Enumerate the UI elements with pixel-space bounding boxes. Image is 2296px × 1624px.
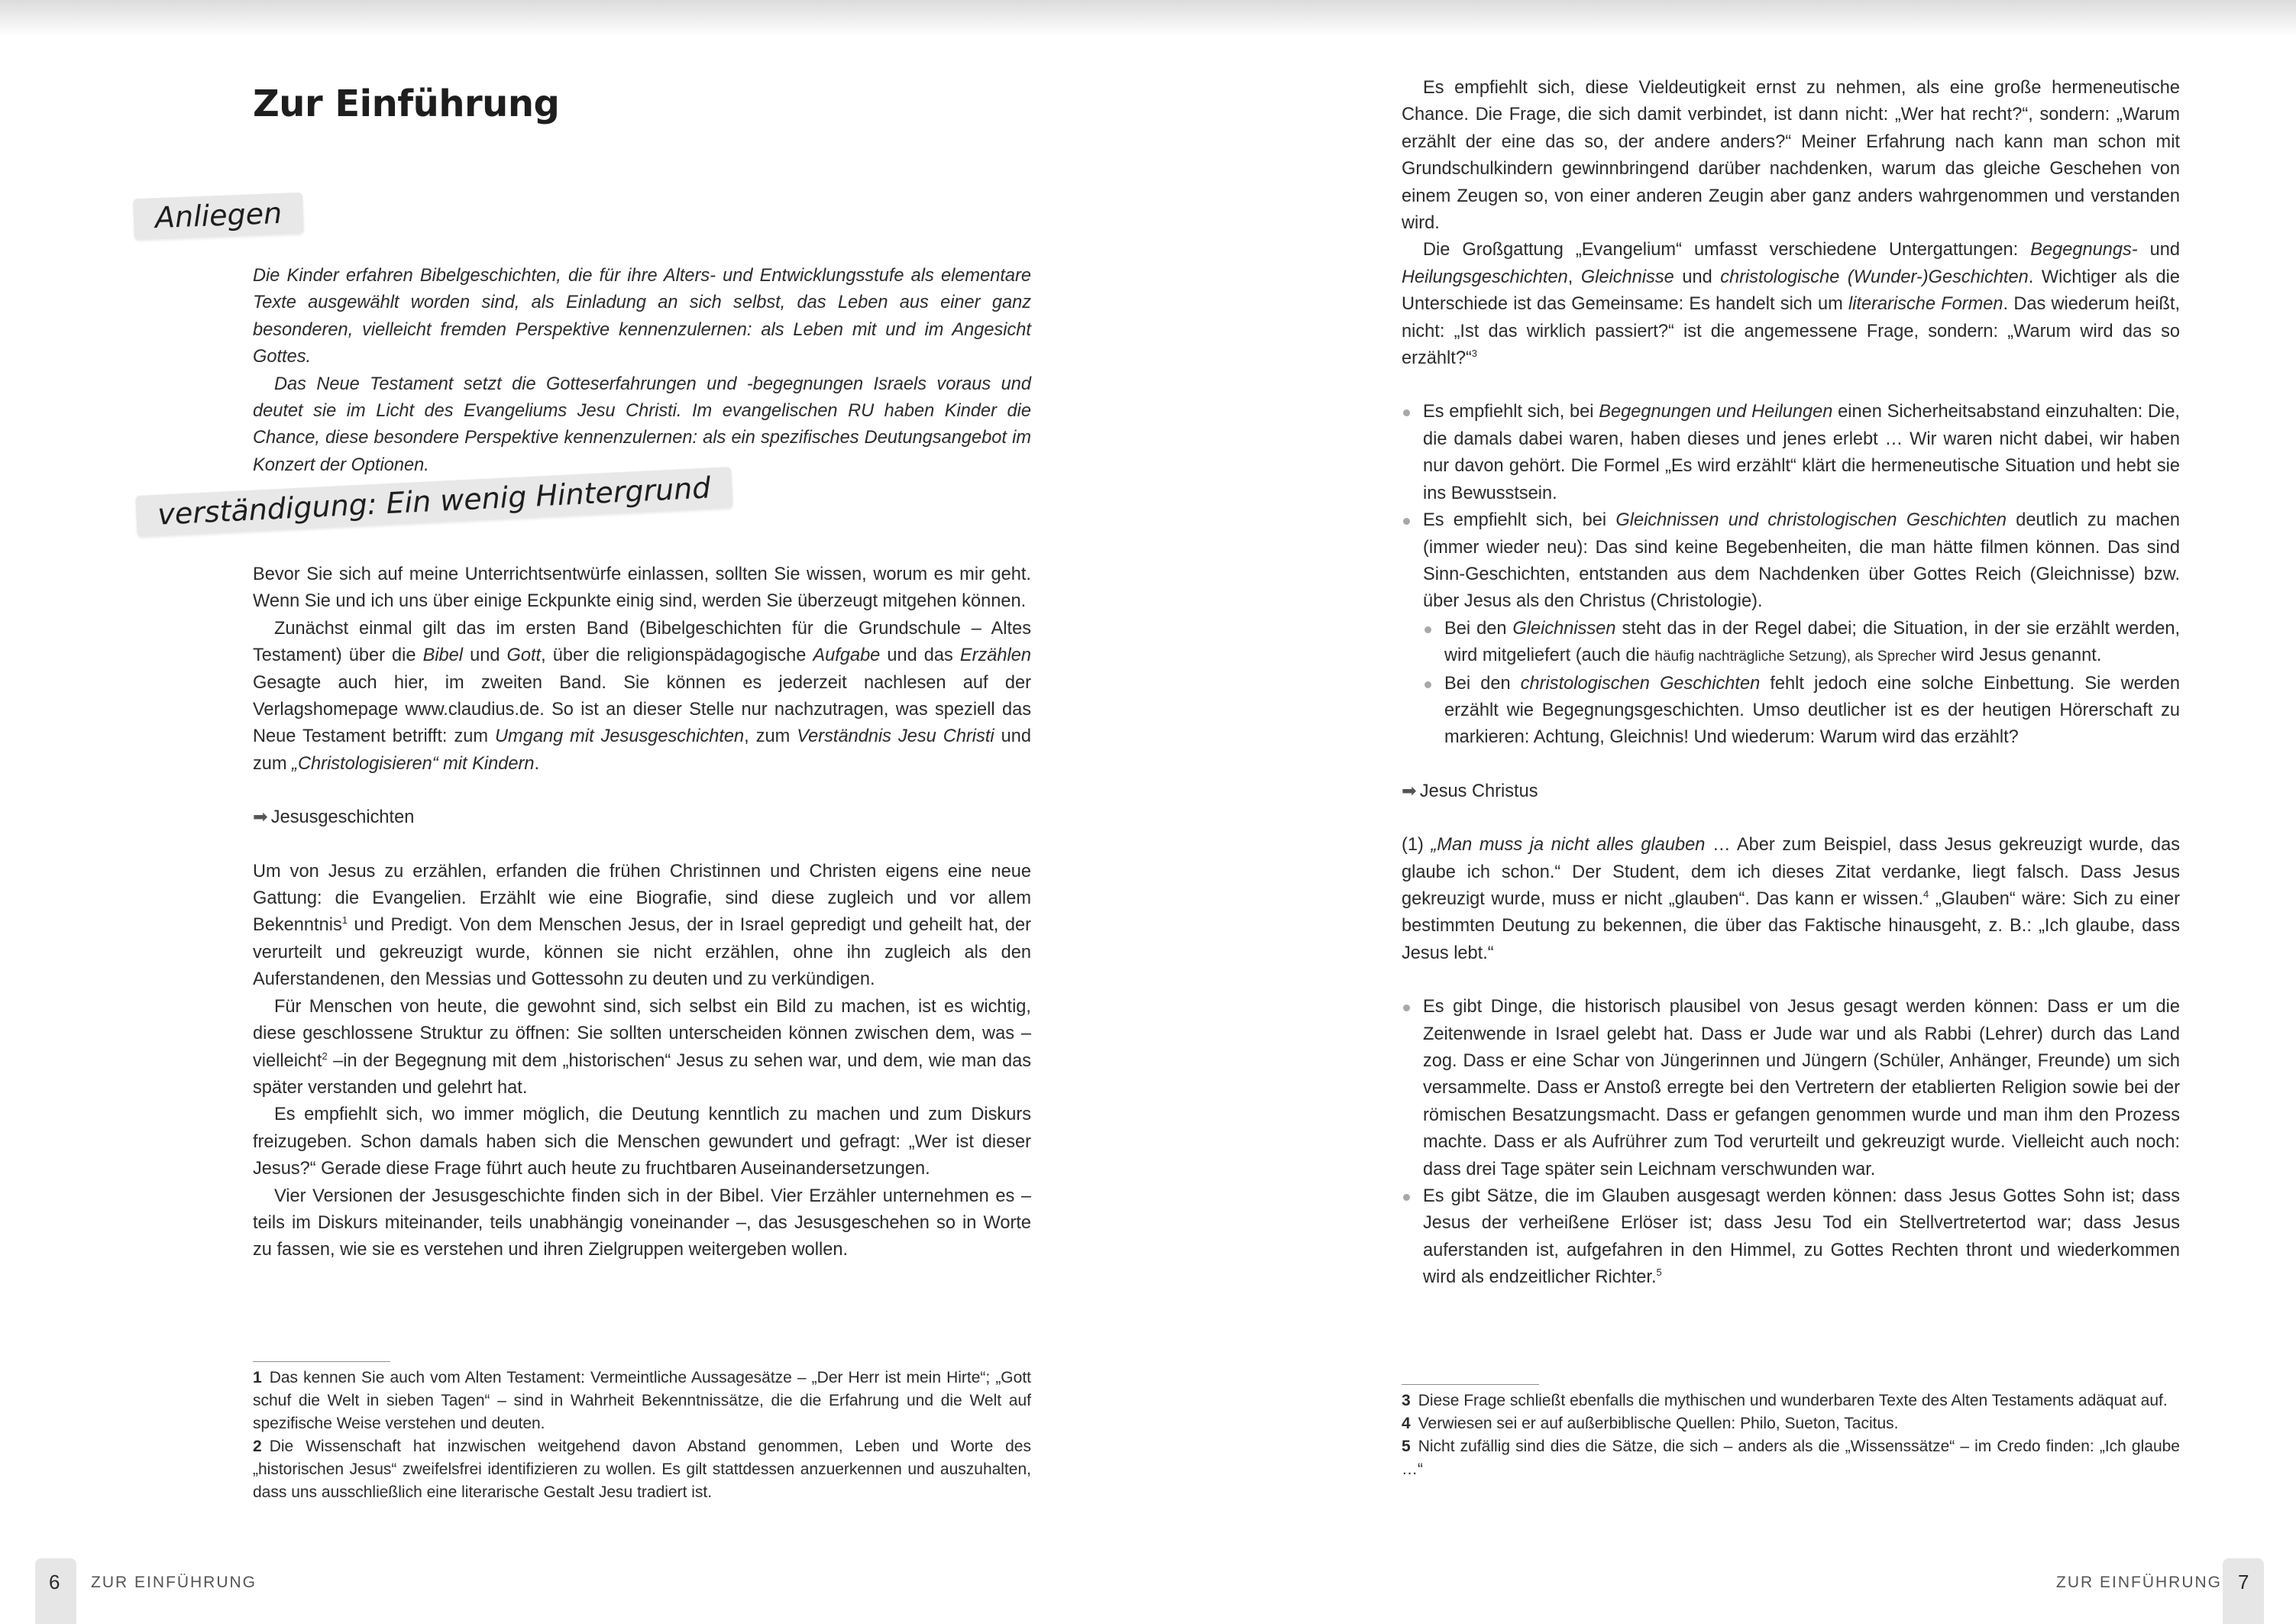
hermeneutic-bullet-list	[1402, 399, 2180, 751]
footnote-4: 4 Verwiesen sei er auf außerbiblische Quellen: Philo, Sueton, Tacitus.	[1402, 1415, 1899, 1432]
running-footer-left: ZUR EINFÜHRUNG	[91, 1574, 257, 1591]
footnote-rule-right	[1402, 1384, 1539, 1385]
list-item: Es empfiehlt sich, bei Gleichnissen und christologischen Geschichten deutlich zu machen (immer wieder neu): Das sind keine Begebenheiten, die man hätte filmen können. Das sind Sinn-Geschichten, entstanden aus dem Nachdenken über Gottes Reich (Gleichnisse) bzw. über Jesus als den Christus (Christologie). Bei den Gleichnissen steht das in der Regel dabei; die Situation, in der sie erzählt werden, wird mitgeliefert (auch die häufig nachträgliche Setzung), als Sprecher wird Jesus genannt. Bei den christologischen Geschichten fehlt jedoch eine solche Einbettung. Sie werden erzählt wie Begegnungsgeschichten. Umso deutlicher ist es der heutigen Hörerschaft zu markieren: Achtung, Gleichnis! Und wiederum: Warum wird das erzählt?	[1402, 507, 2180, 752]
right-paragraph-2: Die Großgattung „Evangelium“ umfasst verschiedene Untergattungen: Begegnungs- und Heilungsgeschichten, Gleichnisse und christologische (Wunder-)Geschichten. Wichtiger als die Unterschiede ist das Gemeinsame: Es handelt sich um literarische Formen. Das wiederum heißt, nicht: „Ist das wirklich passiert?“ ist die angemessene Frage, sondern: „Warum wird das so erzählt?“$^3$	[1402, 240, 2181, 369]
footnote-5: 5 Nicht zufällig sind dies die Sätze, die sich – anders als die „Wissenssätze“ – im Credo finden: „Ich glaube …“	[1402, 1438, 2180, 1478]
body-paragraph-1: Bevor Sie sich auf meine Unterrichtsentwürfe einlassen, sollten Sie wissen, worum es mir geht. Wenn Sie und ich uns über einige Eckpunkte einig sind, werden Sie überzeugt mitgehen können.	[253, 565, 1031, 612]
section-label-verstaendigung: verständigung: Ein wenig Hintergrund	[135, 467, 732, 537]
jesusgeschichten-paragraph-2: Für Menschen von heute, die gewohnt sind, sich selbst ein Bild zu machen, ist es wichtig, diese geschlossene Struktur zu öffnen: Sie sollten unterscheiden können zwischen dem, was – vielleicht$^2$ –in der Begegnung mit dem „historischen“ Jesus zu sehen war, und dem, wie man das später verstanden und gelehrt hat.	[253, 996, 1031, 1098]
right-body-block	[1402, 75, 2180, 1292]
page-number-left: 6	[49, 1571, 60, 1593]
footnote-2: 2 Die Wissenschaft hat inzwischen weitgehend davon Abstand genommen, Leben und Worte des „historischen Jesus“ zweifelsfrei identifizieren zu wollen. Es gilt stattdessen anzuerkennen und auszuhalten, dass uns ausschließlich eine literarische Gestalt Jesu tradiert ist.	[253, 1438, 1031, 1501]
intro-paragraph-1: Die Kinder erfahren Bibelgeschichten, die für ihre Alters- und Entwicklungsstufe als elementare Texte ausgewählt worden sind, als Einladung an sich selbst, das Leben aus einer ganz besonderen, vielleicht fremden Perspektive kennenzulernen: als Leben mit und im Angesicht Gottes.	[253, 266, 1031, 367]
footnotes-right	[1402, 1389, 2180, 1481]
page-title: Zur Einführung	[253, 82, 560, 125]
footnote-1: 1 Das kennen Sie auch vom Alten Testament: Vermeintliche Aussagesätze – „Der Herr ist mein Hirte“; „Gott schuf die Welt in sieben Tagen“ – sind in Wahrheit Bekenntnissätze, die die Erfahrung und die Welt auf spezifische Weise verstehen und deuten.	[253, 1369, 1031, 1432]
jesus-bullet-list	[1402, 994, 2180, 1291]
jesusgeschichten-paragraph-4: Vier Versionen der Jesusgeschichte finden sich in der Bibel. Vier Erzähler unternehmen es – teils im Diskurs miteinander, teils unabhängig voneinander –, das Jesusgeschehen so in Worte zu fassen, wie sie es verstehen und ihren Zielgruppen weitergeben wollen.	[253, 1186, 1031, 1260]
page-top-shadow	[0, 0, 2296, 37]
heading-jesusgeschichten: ➡ Jesusgeschichten	[253, 807, 415, 828]
body-paragraph-2: Zunächst einmal gilt das im ersten Band (Bibelgeschichten für die Grundschule – Altes Testament) über die Bibel und Gott, über die religionspädagogische Aufgabe und das Erzählen Gesagte auch hier, im zweiten Band. Sie können es jederzeit nachlesen auf der Verlagshomepage www.claudius.de. So ist an dieser Stelle nur nachzutragen, was speziell das Neue Testament betrifft: zum Umgang mit Jesusgeschichten, zum Verständnis Jesu Christi und zum „Christologisieren“ mit Kindern.	[253, 618, 1032, 774]
footnotes-left	[253, 1367, 1031, 1504]
heading-jesus-christus: ➡ Jesus Christus	[1402, 781, 1538, 801]
footnote-3: 3 Diese Frage schließt ebenfalls die mythischen und wunderbaren Texte des Alten Testaments adäquat auf.	[1402, 1392, 2168, 1409]
left-body-block	[253, 561, 1031, 1264]
running-footer-right: ZUR EINFÜHRUNG	[2056, 1574, 2222, 1591]
left-intro-block	[253, 263, 1031, 479]
sub-bullet-list	[1423, 616, 2180, 752]
list-item: Es gibt Sätze, die im Glauben ausgesagt werden können: dass Jesus Gottes Sohn ist; dass Jesus der verheißene Erlöser ist; dass Jesu Tod ein Stellvertretertod war; dass Jesus auferstanden ist, aufgefahren in den Himmel, zu Gottes Rechten thront und wiederkommen wird als endzeitlicher Richter.$^5$	[1402, 1183, 2180, 1292]
jesusgeschichten-paragraph-1: Um von Jesus zu erzählen, erfanden die frühen Christinnen und Christen eigens eine neue Gattung: die Evangelien. Erzählt wie eine Biografie, sind diese zugleich und vor allem Bekenntnis$^1$ und Predigt. Von dem Menschen Jesus, der in Israel gepredigt und geheilt hat, der verurteilt und gekreuzigt wurde, können sie nicht erzählen, ohne ihn zugleich als den Auferstandenen, den Messias und Gottessohn zu deuten und zu verkündigen.	[253, 861, 1031, 990]
jesusgeschichten-paragraph-3: Es empfiehlt sich, wo immer möglich, die Deutung kenntlich zu machen und zum Diskurs freizugeben. Schon damals haben sich die Menschen gewundert und gefragt: „Wer ist dieser Jesus?“ Gerade diese Frage führt auch heute zu fruchtbaren Auseinandersetzungen.	[253, 1105, 1031, 1179]
section-label-anliegen: Anliegen	[133, 192, 304, 240]
list-item: Es empfiehlt sich, bei Begegnungen und Heilungen einen Sicherheitsabstand einzuhalten: Die, die damals dabei waren, haben dieses und jenes erlebt … Wir waren nicht dabei, wir haben nur davon gehört. Die Formel „Es wird erzählt“ klärt die hermeneutische Situation und hebt sie ins Bewusstsein.	[1402, 399, 2180, 507]
quote-paragraph: (1) „Man muss ja nicht alles glauben … Aber zum Beispiel, dass Jesus gekreuzigt wurde, das glaube ich schon.“ Der Student, dem ich dieses Zitat verdanke, liegt falsch. Dass Jesus gekreuzigt wurde, muss er nicht „glauben“. Das kann er wissen.$^4$ „Glauben“ wäre: Sich zu einer bestimmten Deutung zu bekennen, die über das Faktische hinausgeht, z. B.: „Ich glaube, dass Jesus lebt.“	[1402, 835, 2180, 963]
page-number-right: 7	[2238, 1571, 2249, 1593]
arrow-right-icon: ➡	[1402, 781, 1417, 801]
intro-paragraph-2: Das Neue Testament setzt die Gotteserfahrungen und -begegnungen Israels voraus und deutet sie im Licht des Evangeliums Jesu Christi. Im evangelischen RU haben Kinder die Chance, diese besondere Perspektive kennenzulernen: als ein spezifisches Deutungsangebot im Konzert der Optionen.	[253, 374, 1031, 475]
list-item: Es gibt Dinge, die historisch plausibel von Jesus gesagt werden können: Dass er um die Zeitenwende in Israel gelebt hat. Dass er Jude war und als Rabbi (Lehrer) durch das Land zog. Dass er eine Schar von Jüngerinnen und Jüngern (Schüler, Anhänger, Freunde) um sich versammelte. Dass er Anstoß erregte bei den Vertretern der etablierten Religion sowie bei der römischen Besatzungsmacht. Dass er gefangen genommen wurde und man ihm den Prozess machte. Dass er als Aufrührer zum Tod verurteilt und gekreuzigt wurde. Vielleicht auch noch: dass drei Tage später sein Leichnam verschwunden war.	[1402, 994, 2180, 1183]
right-paragraph-1: Es empfiehlt sich, diese Vieldeutigkeit ernst zu nehmen, als eine große hermeneutische Chance. Die Frage, die sich damit verbindet, ist dann nicht: „Wer hat recht?“, sondern: „Warum erzählt der eine das so, der andere anders?“ Meiner Erfahrung nach kann man schon mit Grundschulkindern gewinnbringend darüber nachdenken, warum das gleiche Geschehen von einem Zeugen so, von einer anderen Zeugin aber ganz anders wahrgenommen und verstanden wird.	[1402, 78, 2180, 234]
arrow-right-icon: ➡	[253, 807, 268, 828]
list-item: Bei den christologischen Geschichten fehlt jedoch eine solche Einbettung. Sie werden erzählt wie Begegnungsgeschichten. Umso deutlicher ist es der heutigen Hörerschaft zu markieren: Achtung, Gleichnis! Und wiederum: Warum wird das erzählt?	[1423, 671, 2180, 752]
list-item: Bei den Gleichnissen steht das in der Regel dabei; die Situation, in der sie erzählt werden, wird mitgeliefert (auch die häufig nachträgliche Setzung), als Sprecher wird Jesus genannt.	[1423, 616, 2180, 671]
footnote-rule-left	[253, 1361, 390, 1362]
